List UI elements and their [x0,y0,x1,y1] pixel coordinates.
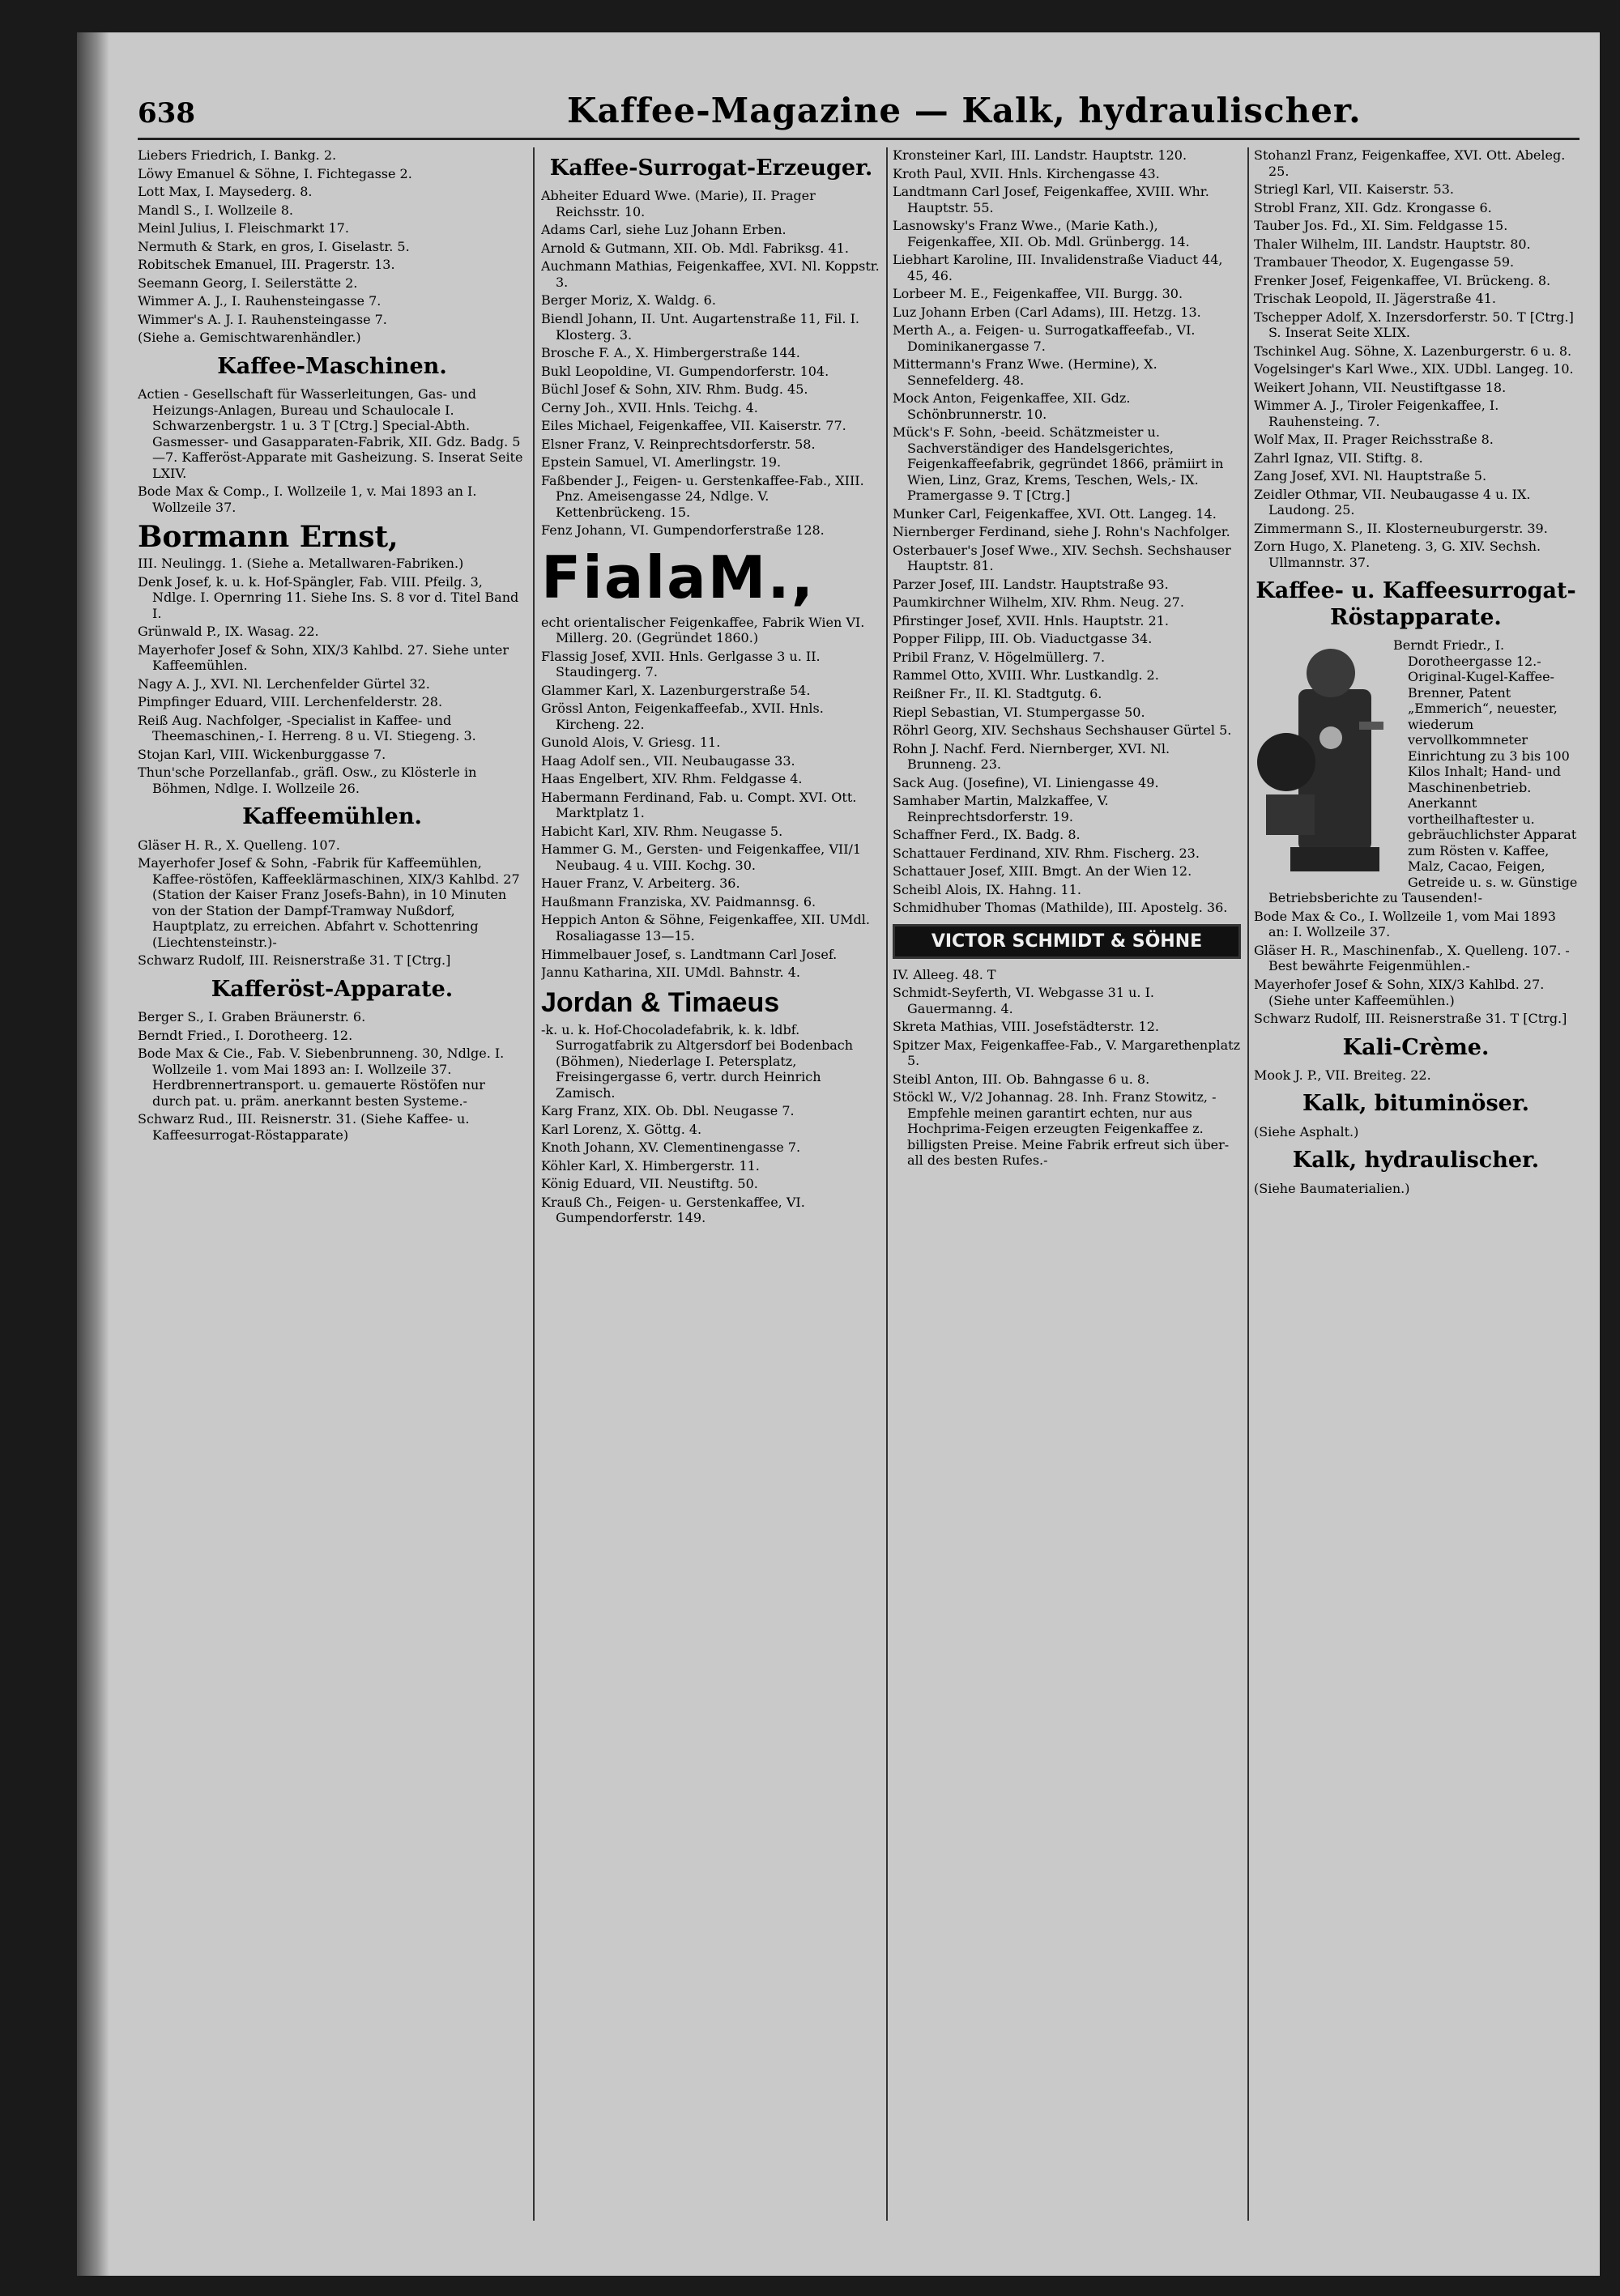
directory-entry: Epstein Samuel, VI. Amerlingstr. 19. [541,454,782,471]
directory-entry: IV. Alleeg. 48. T [893,966,996,982]
directory-entry: Bode Max & Cie., Fab. V. Siebenbrunneng. 30, Ndlge. I. Wollzeile 1. vom Mai 1893 an: I. Wollzeile 37. Herdbrennertransport. u. gemauerte Röstöfen nur durch pat. u. präm. anerkannt besten Systeme.- [138,1046,505,1109]
directory-entry: Frenker Josef, Feigenkaffee, VI. Brückeng. 8. [1254,272,1551,288]
advertiser-logo-fiala: FialaM., [541,543,816,611]
directory-entry: Samhaber Martin, Malzkaffee, V. Reinprechtsdorferstr. 19. [893,793,1109,824]
directory-entry: (Siehe a. Gemischtwarenhändler.) [138,330,361,346]
directory-entry: Fenz Johann, VI. Gumpendorferstraße 128. [541,522,825,539]
advertisement-box: VICTOR SCHMIDT & SÖHNE [893,924,1241,959]
directory-entry: Kronsteiner Karl, III. Landstr. Hauptstr. 120. [893,147,1187,163]
directory-entry: Mandl S., I. Wollzeile 8. [138,202,293,218]
advertiser-name: Bormann Ernst, [138,520,399,555]
directory-entry: Steibl Anton, III. Ob. Bahngasse 6 u. 8. [893,1071,1150,1087]
directory-entry: Pimpfinger Eduard, VIII. Lerchenfelderstr. 28. [138,694,443,710]
directory-entry: Thun'sche Porzellanfab., gräfl. Osw., zu Klösterle in Böhmen, Ndlge. I. Wollzeile 26. [138,765,477,796]
directory-entry: Luz Johann Erben (Carl Adams), III. Hetzg. 13. [893,304,1201,320]
directory-entry: Striegl Karl, VII. Kaiserstr. 53. [1254,181,1454,198]
directory-entry: Osterbauer's Josef Wwe., XIV. Sechsh. Sechshauser Hauptstr. 81. [893,542,1231,574]
directory-entry: Bode Max & Co., I. Wollzeile 1, vom Mai 1893 an: I. Wollzeile 37. [1254,908,1556,940]
directory-entry: Köhler Karl, X. Himbergerstr. 11. [541,1157,760,1174]
column-separator [1247,147,1249,2221]
page-number: 638 [138,97,195,130]
directory-entry: Merth A., a. Feigen- u. Surrogatkaffeefab., VI. Dominikanergasse 7. [893,322,1196,354]
directory-entry: Munker Carl, Feigenkaffee, XVI. Ott. Langeg. 14. [893,505,1217,522]
directory-entry: Robitschek Emanuel, III. Pragerstr. 13. [138,257,395,273]
directory-entry: Actien - Gesellschaft für Wasserleitungen, Gas- und Heizungs-Anlagen, Bureau und Schaulocale I. Schwarzenbergstr. 1 u. 3 T [Ctrg.] Special-Abth. Gasmesser- und Gasapparaten-Fabrik, XII. Gdz. Badg. 5—7. Kafferöst-Apparate mit Gasheizung. S. Inserat Seite LXIV. [138,386,523,481]
directory-entry: Parzer Josef, III. Landstr. Hauptstraße 93. [893,576,1169,592]
column-3 [893,147,1241,2269]
directory-entry: Reiß Aug. Nachfolger, -Specialist in Kaffee- und Theemaschinen,- I. Herreng. 8 u. VI. Stiegeng. 3. [138,712,476,744]
directory-entry: Mayerhofer Josef & Sohn, XIX/3 Kahlbd. 27. (Siehe unter Kaffeemühlen.) [1254,976,1545,1008]
directory-entry: Meinl Julius, I. Fleischmarkt 17. [138,220,349,236]
directory-entry: Rohn J. Nachf. Ferd. Niernberger, XVI. Nl. Brunneng. 23. [893,740,1170,773]
directory-entry: Stöckl W., V/2 Johannag. 28. Inh. Franz Stowitz, -Empfehle meinen garantirt echten, nur aus Hochprima-Feigen erzeugten Feigenkaffee z. billigsten Preise. Meine Fabrik erfreut sich über-all des besten Rufes.- [893,1089,1230,1169]
directory-entry: Karl Lorenz, X. Göttg. 4. [541,1121,702,1137]
directory-entry: Zahrl Ignaz, VII. Stiftg. 8. [1254,449,1423,466]
directory-entry: Zimmermann S., II. Klosterneuburgerstr. 39. [1254,520,1548,536]
directory-entry: Strobl Franz, XII. Gdz. Krongasse 6. [1254,199,1492,215]
directory-entry: Büchl Josef & Sohn, XIV. Rhm. Budg. 45. [541,381,808,398]
directory-entry: Habermann Ferdinand, Fab. u. Compt. XVI. Ott. Marktplatz 1. [541,789,857,821]
directory-entry: Tschepper Adolf, X. Inzersdorferstr. 50. T [Ctrg.] S. Inserat Seite XLIX. [1254,309,1574,341]
directory-entry: Karg Franz, XIX. Ob. Dbl. Neugasse 7. [541,1103,795,1119]
column-separator [533,147,535,2221]
directory-entry: Schwarz Rud., III. Reisnerstr. 31. (Siehe Kaffee- u. Kaffeesurrogat-Röstapparate) [138,1111,470,1143]
directory-entry: Pfirstinger Josef, XVII. Hnls. Hauptstr. 21. [893,612,1169,628]
directory-entry: Röhrl Georg, XIV. Sechshaus Sechshauser Gürtel 5. [893,722,1232,739]
directory-entry: Skreta Mathias, VIII. Josefstädterstr. 12. [893,1019,1159,1035]
section-heading: Kali-Crème. [1342,1034,1490,1060]
directory-entry: -k. u. k. Hof-Chocoladefabrik, k. k. ldbf. Surrogatfabrik zu Altgersdorf bei Bodenbach (Böhmen), Niederlage I. Petersplatz, Freisingergasse 6, vertr. durch Heinrich Zamisch. [541,1021,854,1101]
directory-entry: Schmidt-Seyferth, VI. Webgasse 31 u. I. Gauermanng. 4. [893,985,1154,1016]
directory-entry: Vogelsinger's Karl Wwe., XIX. UDbl. Langeg. 10. [1254,361,1574,377]
column-2 [541,147,881,2269]
directory-entry: Schwarz Rudolf, III. Reisnerstraße 31. T [Ctrg.] [138,952,451,969]
directory-entry: Wimmer's A. J. I. Rauhensteingasse 7. [138,311,387,327]
directory-entry: Faßbender J., Feigen- u. Gerstenkaffee-Fab., XIII. Pnz. Ameisengasse 24, Ndlge. V. Kettenbrückeng. 15. [541,472,864,520]
directory-entry: Popper Filipp, III. Ob. Viaductgasse 34. [893,631,1153,647]
directory-entry: Grössl Anton, Feigenkaffeefab., XVII. Hnls. Kircheng. 22. [541,701,824,732]
directory-entry: Zorn Hugo, X. Planeteng. 3, G. XIV. Sechsh. Ullmannstr. 37. [1254,539,1541,570]
directory-entry: Landtmann Carl Josef, Feigenkaffee, XVIII. Whr. Hauptstr. 55. [893,184,1209,215]
directory-entry: Elsner Franz, V. Reinprechtsdorferstr. 58. [541,436,816,452]
directory-entry: Weikert Johann, VII. Neustiftgasse 18. [1254,379,1507,395]
section-heading: Kaffeemühlen. [242,804,422,830]
column-separator [886,147,888,2221]
directory-entry: Cerny Joh., XVII. Hnls. Teichg. 4. [541,399,758,415]
directory-entry: Mook J. P., VII. Breiteg. 22. [1254,1067,1431,1083]
directory-entry: Bode Max & Comp., I. Wollzeile 1, v. Mai 1893 an I. Wollzeile 37. [138,483,477,515]
directory-entry: Tschinkel Aug. Söhne, X. Lazenburgerstr. 6 u. 8. [1254,343,1572,359]
section-heading: Kafferöst-Apparate. [211,976,454,1002]
directory-entry: Mock Anton, Feigenkaffee, XII. Gdz. Schönbrunnerstr. 10. [893,390,1131,422]
directory-entry: Grünwald P., IX. Wasag. 22. [138,624,319,640]
coffee-roaster-illustration [1254,641,1400,884]
page-edge-shadow [77,32,109,2276]
directory-entry: Bukl Leopoldine, VI. Gumpendorferstr. 104. [541,363,829,379]
directory-entry: Stohanzl Franz, Feigenkaffee, XVI. Ott. Abeleg. 25. [1254,147,1566,179]
directory-entry: Eiles Michael, Feigenkaffee, VII. Kaiserstr. 77. [541,418,846,434]
directory-entry: Haas Engelbert, XIV. Rhm. Feldgasse 4. [541,771,803,787]
directory-entry: Haag Adolf sen., VII. Neubaugasse 33. [541,752,795,769]
directory-entry: Schaffner Ferd., IX. Badg. 8. [893,827,1081,843]
section-heading: Kalk, bituminöser. [1302,1091,1529,1117]
directory-entry: Berger Moriz, X. Waldg. 6. [541,292,716,309]
directory-entry: Mück's F. Sohn, -beeid. Schätzmeister u. Sachverständiger des Handelsgerichtes, Feigenkaffeefabrik, gegründet 1866, prämiirt in Wien, Linz, Graz, Krems, Teschen, Wels,- IX. Pramergasse 9. T [Ctrg.] [893,424,1224,504]
advertiser-logo-jordan: Jordan & Timaeus [541,986,780,1018]
directory-entry: Schattauer Josef, XIII. Bmgt. An der Wien 12. [893,863,1192,880]
directory-entry: Scheibl Alois, IX. Hahng. 11. [893,881,1081,897]
directory-entry: Gläser H. R., X. Quelleng. 107. [138,837,340,853]
directory-entry: Wolf Max, II. Prager Reichsstraße 8. [1254,432,1494,448]
column-4 [1254,147,1578,2269]
directory-entry: Nagy A. J., XVI. Nl. Lerchenfelder Gürtel 32. [138,675,430,692]
directory-entry: Niernberger Ferdinand, siehe J. Rohn's Nachfolger. [893,524,1230,540]
directory-entry: III. Neulingg. 1. (Siehe a. Metallwaren-Fabriken.) [138,556,464,572]
directory-entry: Gunold Alois, V. Griesg. 11. [541,735,721,751]
directory-entry: Liebers Friedrich, I. Bankg. 2. [138,147,337,163]
directory-entry: Habicht Karl, XIV. Rhm. Neugasse 5. [541,823,783,839]
directory-entry: Biendl Johann, II. Unt. Augartenstraße 11, Fil. I. Klosterg. 3. [541,311,859,343]
directory-entry: Haußmann Franziska, XV. Paidmannsg. 6. [541,893,816,909]
directory-entry: Stojan Karl, VIII. Wickenburggasse 7. [138,746,386,762]
column-1 [138,147,526,2269]
directory-entry: Wimmer A. J., I. Rauhensteingasse 7. [138,293,382,309]
directory-entry: Paumkirchner Wilhelm, XIV. Rhm. Neug. 27. [893,594,1184,611]
directory-entry: Lorbeer M. E., Feigenkaffee, VII. Burgg. 30. [893,286,1183,302]
directory-entry: Kroth Paul, XVII. Hnls. Kirchengasse 43. [893,165,1160,181]
page-title: Kaffee-Magazine — Kalk, hydraulischer. [567,91,1362,130]
directory-entry: Zang Josef, XVI. Nl. Hauptstraße 5. [1254,468,1487,484]
directory-entry: Tauber Jos. Fd., XI. Sim. Feldgasse 15. [1254,218,1508,234]
directory-entry: Pribil Franz, V. Högelmüllerg. 7. [893,649,1106,665]
directory-entry: Mayerhofer Josef & Sohn, -Fabrik für Kaffeemühlen, Kaffee-röstöfen, Kaffeeklärmaschinen, XIX/3 Kahlbd. 27 (Station der Kaiser Franz Josefs-Bahn), in 10 Minuten von der Station der Dampf-Tramway Nußdorf, Hauptplatz, zu erreichen. Abfahrt v. Schottenring (Liechtensteinstr.)- [138,855,520,950]
section-heading: Kaffee- u. Kaffeesurrogat-Röstapparate. [1256,578,1576,630]
directory-entry: Trambauer Theodor, X. Eugengasse 59. [1254,254,1515,270]
directory-entry: Sack Aug. (Josefine), VI. Liniengasse 49. [893,774,1159,790]
directory-entry: Spitzer Max, Feigenkaffee-Fab., V. Margarethenplatz 5. [893,1037,1240,1069]
directory-entry: Mittermann's Franz Wwe. (Hermine), X. Sennefelderg. 48. [893,356,1157,388]
directory-entry: Auchmann Mathias, Feigenkaffee, XVI. Nl. Koppstr. 3. [541,258,880,290]
directory-entry: Zeidler Othmar, VII. Neubaugasse 4 u. IX. Laudong. 25. [1254,486,1531,518]
directory-entry: Lasnowsky's Franz Wwe., (Marie Kath.), Feigenkaffee, XII. Ob. Mdl. Grünbergg. 14. [893,218,1190,249]
directory-entry: Knoth Johann, XV. Clementinengasse 7. [541,1139,801,1156]
directory-entry: (Siehe Asphalt.) [1254,1123,1359,1139]
directory-entry: Mayerhofer Josef & Sohn, XIX/3 Kahlbd. 27. Siehe unter Kaffeemühlen. [138,641,509,674]
section-heading: Kalk, hydraulischer. [1292,1148,1540,1174]
directory-entry: Nermuth & Stark, en gros, I. Giselastr. 5. [138,238,410,254]
directory-entry: Schwarz Rudolf, III. Reisnerstraße 31. T [Ctrg.] [1254,1011,1567,1027]
directory-entry: Wimmer A. J., Tiroler Feigenkaffee, I. Rauhensteing. 7. [1254,398,1499,429]
directory-entry: Rammel Otto, XVIII. Whr. Lustkandlg. 2. [893,667,1159,684]
directory-entry: Schattauer Ferdinand, XIV. Rhm. Fischerg. 23. [893,845,1200,861]
directory-entry: Trischak Leopold, II. Jägerstraße 41. [1254,291,1497,307]
directory-entry: Berger S., I. Graben Bräunerstr. 6. [138,1009,366,1025]
directory-entry: (Siehe Baumaterialien.) [1254,1180,1410,1196]
section-heading: Kaffee-Maschinen. [217,353,447,379]
directory-entry: Hauer Franz, V. Arbeiterg. 36. [541,875,740,892]
directory-entry: Löwy Emanuel & Söhne, I. Fichtegasse 2. [138,165,412,181]
directory-entry: Berndt Fried., I. Dorotheerg. 12. [138,1027,353,1043]
section-heading: Kaffee-Surrogat-Erzeuger. [549,155,873,181]
directory-entry: Liebhart Karoline, III. Invalidenstraße Viaduct 44, 45, 46. [893,252,1223,283]
directory-entry: König Eduard, VII. Neustiftg. 50. [541,1176,758,1192]
directory-entry: Glammer Karl, X. Lazenburgerstraße 54. [541,682,811,698]
directory-entry: Brosche F. A., X. Himbergerstraße 144. [541,345,800,361]
directory-entry: Lott Max, I. Maysederg. 8. [138,184,313,200]
directory-entry: Berndt Friedr., I. Dorotheergasse 12.- Original-Kugel-Kaffee-Brenner, Patent „Emmerich“, neuester, wiederum vervollkommneter Einrichtung zu 3 bis 100 Kilos Inhalt; Hand- und Maschinenbetrieb. Anerkannt vortheilhaftester u. gebräuchlichster Apparat zum Rösten v. Kaffee, Malz, Cacao, Feigen, Getreide u. s. w. Günstige Betriebsberichte zu Tausenden!- [1268,637,1578,906]
directory-entry: echt orientalischer Feigenkaffee, Fabrik Wien VI. Millerg. 20. (Gegründet 1860.) [541,614,865,646]
directory-entry: Flassig Josef, XVII. Hnls. Gerlgasse 3 u. II. Staudingerg. 7. [541,648,821,680]
directory-entry: Thaler Wilhelm, III. Landstr. Hauptstr. 80. [1254,236,1531,252]
directory-entry: Denk Josef, k. u. k. Hof-Spängler, Fab. VIII. Pfeilg. 3, Ndlge. I. Opernring 11. Siehe Ins. S. 8 vor d. Titel Band I. [138,573,519,621]
directory-entry: Jannu Katharina, XII. UMdl. Bahnstr. 4. [541,965,800,981]
directory-entry: Gläser H. R., Maschinenfab., X. Quelleng. 107. -Best bewährte Feigenmühlen.- [1254,942,1570,974]
header-rule [138,138,1580,140]
directory-entry: Reißner Fr., II. Kl. Stadtgutg. 6. [893,685,1102,701]
directory-entry: Abheiter Eduard Wwe. (Marie), II. Prager Reichsstr. 10. [541,188,816,219]
directory-entry: Riepl Sebastian, VI. Stumpergasse 50. [893,704,1145,720]
directory-entry: Schmidhuber Thomas (Mathilde), III. Apostelg. 36. [893,900,1228,916]
directory-entry: Himmelbauer Josef, s. Landtmann Carl Josef. [541,946,838,962]
directory-entry: Heppich Anton & Söhne, Feigenkaffee, XII. UMdl. Rosaliagasse 13—15. [541,912,870,944]
directory-entry: Seemann Georg, I. Seilerstätte 2. [138,275,358,291]
directory-entry: Hammer G. M., Gersten- und Feigenkaffee, VII/1 Neubaug. 4 u. VIII. Kochg. 30. [541,841,862,873]
directory-entry: Arnold & Gutmann, XII. Ob. Mdl. Fabriksg. 41. [541,240,849,256]
directory-entry: Adams Carl, siehe Luz Johann Erben. [541,222,787,238]
directory-entry: Krauß Ch., Feigen- u. Gerstenkaffee, VI. Gumpendorferstr. 149. [541,1194,805,1226]
